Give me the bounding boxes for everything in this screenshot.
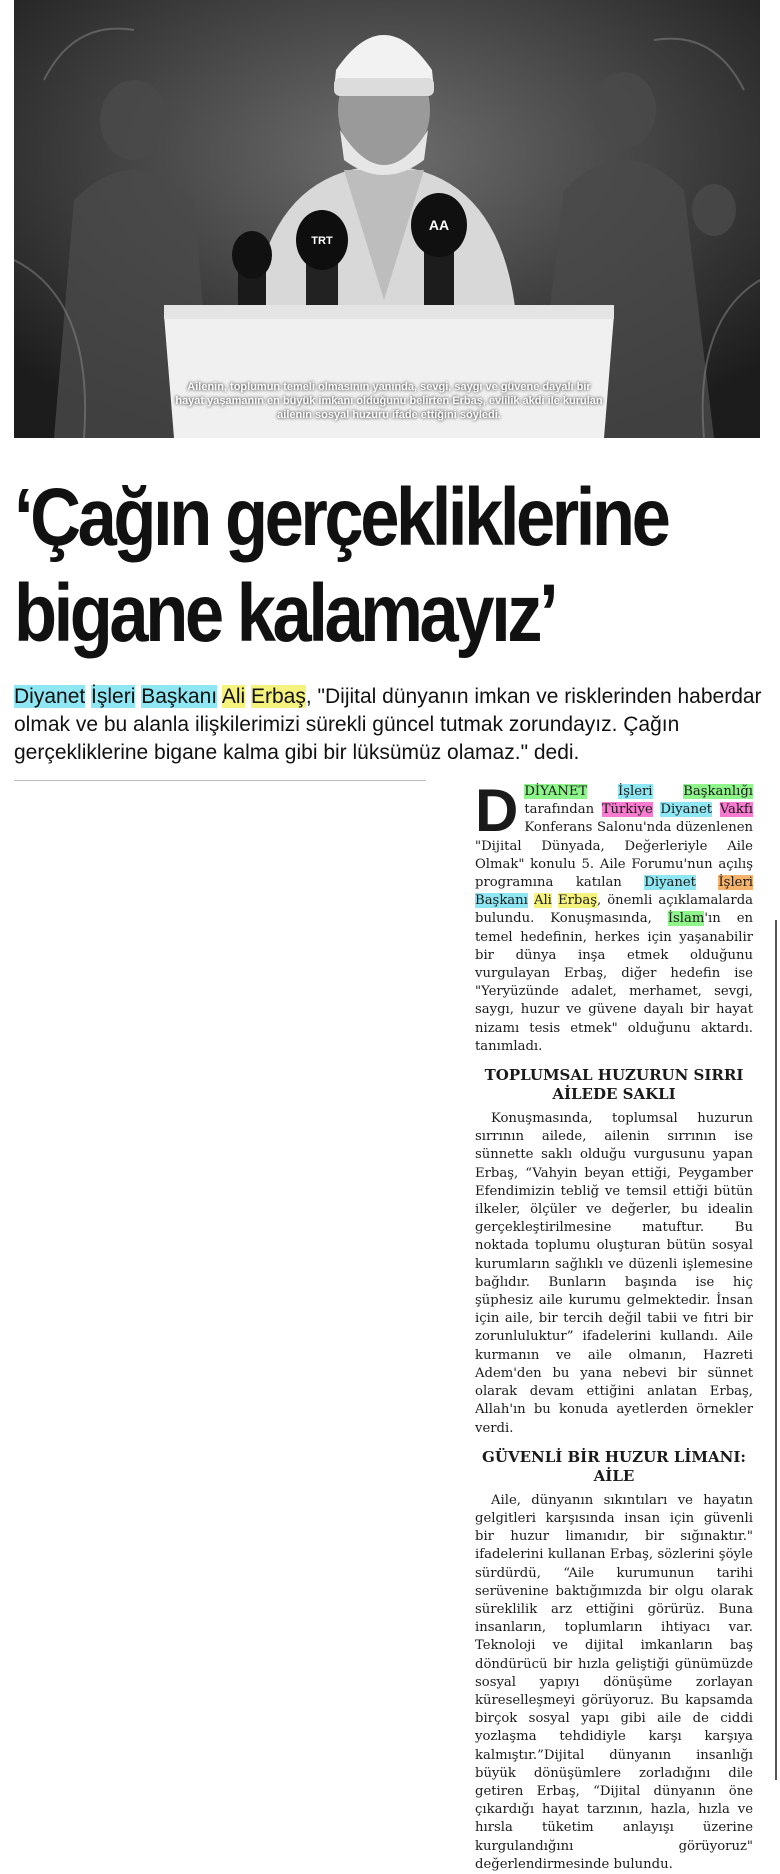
headline-line-2: bigane kalamayız’	[14, 568, 556, 659]
lead-name-erbas: Erbaş	[251, 685, 306, 708]
entity-erbas: Erbaş	[557, 893, 597, 909]
lead-name-baskani: Başkanı	[141, 685, 218, 708]
article-paragraph-1	[475, 777, 754, 1056]
article-column	[475, 777, 754, 1874]
entity-isleri: İşleri	[618, 784, 653, 799]
article-paragraph-2: Konuşmasında, toplumsal huzurun sırrının ailede, ailenin sırrının ise sünnette saklı olduğu vurgusunu yapan Erbaş, “Vahyin beyan ettiği, Peygamber Efendimizin tebliğ ve temsil ettiği bütün ilkeler, ölçüler ve değerler, bu idealin gerçekleştirilmesine matuftur. Bu noktada toplumu oluşturan bütün sosyal kurumların sağlıklı ve düzenli işlemesine bağlıdır. Bunların başında ise hiç şüphesiz aile kurumu gelmektedir. İnsan için aile, bir tercih değil tabii ve fıtri bir zorunluluktur” ifadelerini kullandı. Aile kurmanın ve aile olmanın, Hazreti Adem'den bu yana nebevi bir sünnet olarak devam ettiğini anlatan Erbaş, Allah'ın bu konuda ayetlerden örnekler verdi.	[475, 1111, 753, 1436]
entity-islam: İslam	[667, 911, 705, 927]
entity-diyanet-3: Diyanet	[644, 875, 696, 891]
entity-turkiye: Türkiye	[601, 802, 653, 818]
article-paragraph-3: Aile, dünyanın sıkıntıları ve hayatın gelgitleri karşısında insan için güvenli bir huzur limanıdır, bir sığınaktır." ifadelerini kullanan Erbaş, sözlerini şöyle sürdürdü, “Aile kurumunun tarihi serüvenine baktığımızda bir olgu olarak süreklilik arz ettiğini görürüz. Buna insanların, toplumların ihtiyacı var. Teknoloji ve dijital imkanların baş döndürücü bir hızla geliştiği günümüzde sosyal yapıyı dönüşüme zorlayan küreselleşmeyi görüyoruz. Bu kapsamda birçok sosyal yapı gibi aile de ciddi yozlaşma tehdidiyle karşı karşıya kalmıştır.”Dijital dünyanın insanlığı büyük dönüşümlere zorladığını dile getiren Erbaş, “Dijital dünyanın öne çıkardığı hayat tarzının, hazla, hızla ve hırsla tüketim anlayışı üzerine kurgulandığını görüyoruz" değerlendirmesinde bulundu.	[475, 1492, 753, 1872]
lead-text: , "Dijital dünyanın imkan ve risklerinden haberdar olmak ve bu alanla ilişkilerimizi sürekli güncel tutmak zorundayız. Çağın gerçekliklerine bigane kalma gibi bir lüksümüz olamaz." dedi.	[14, 685, 762, 764]
aa-mic-label: AA	[428, 217, 450, 233]
text-run: tarafından	[524, 802, 602, 818]
article-photo	[14, 0, 760, 438]
headline-line-1: ‘Çağın gerçekliklerine	[14, 472, 668, 563]
lead-name-ali: Ali	[221, 685, 246, 708]
headline	[14, 470, 668, 662]
entity-vakfi: Vakfı	[719, 802, 753, 818]
lead-name-diyanet: Diyanet	[14, 685, 86, 708]
subheading-2: GÜVENLİ BİR HUZUR LİMANI: AİLE	[482, 1447, 746, 1485]
subheading-1: TOPLUMSAL HUZURUN SIRRI AİLEDE SAKLI	[484, 1066, 744, 1104]
entity-baskani: Başkanı	[475, 893, 528, 909]
entity-baskanligi: Başkanlığı	[683, 784, 753, 799]
lead-divider	[14, 780, 426, 781]
photo-caption: Ailenin, toplumun temeli olmasının yanında, sevgi, saygı ve güvene dayalı bir hayat yaşamanın en büyük imkanı olduğunu belirten Erbaş, evlilik akdi ile kurulan ailenin sosyal huzuru ifade ettiğini söyledi.	[175, 381, 603, 421]
speaker-photo-illustration	[14, 0, 760, 438]
trt-mic-label: TRT	[311, 235, 333, 247]
entity-diyanet-2: Diyanet	[660, 802, 713, 818]
drop-cap: D	[475, 777, 519, 844]
page-edge-line	[775, 920, 777, 1780]
entity-ali: Ali	[533, 893, 552, 909]
lead-paragraph	[14, 683, 766, 767]
lead-name-isleri: İşleri	[91, 685, 136, 708]
text-run: , önemli açıklamalarda bulundu. Konuşmasında,	[475, 893, 753, 927]
entity-isleri-2: İşleri	[718, 875, 753, 891]
text-run: 'ın en temel hedefinin, herkes için yaşanabilir bir dünya inşa etmek olduğunu vurgulayan Erbaş, diğer hedefin ise "Yeryüzünde adalet, merhamet, sevgi, saygı, huzur ve güvene dayalı bir hayat nizamı tesis etmek" olduğunu aktardı. tanımladı.	[475, 911, 754, 1054]
text-run: Konferans Salonu'nda düzenlenen "Dijital Dünyada, Değerleriyle Aile Olmak" konulu 5. Aile Forumu'nun açılış programına katılan	[475, 820, 753, 891]
entity-diyanet: DİYANET	[524, 784, 588, 799]
